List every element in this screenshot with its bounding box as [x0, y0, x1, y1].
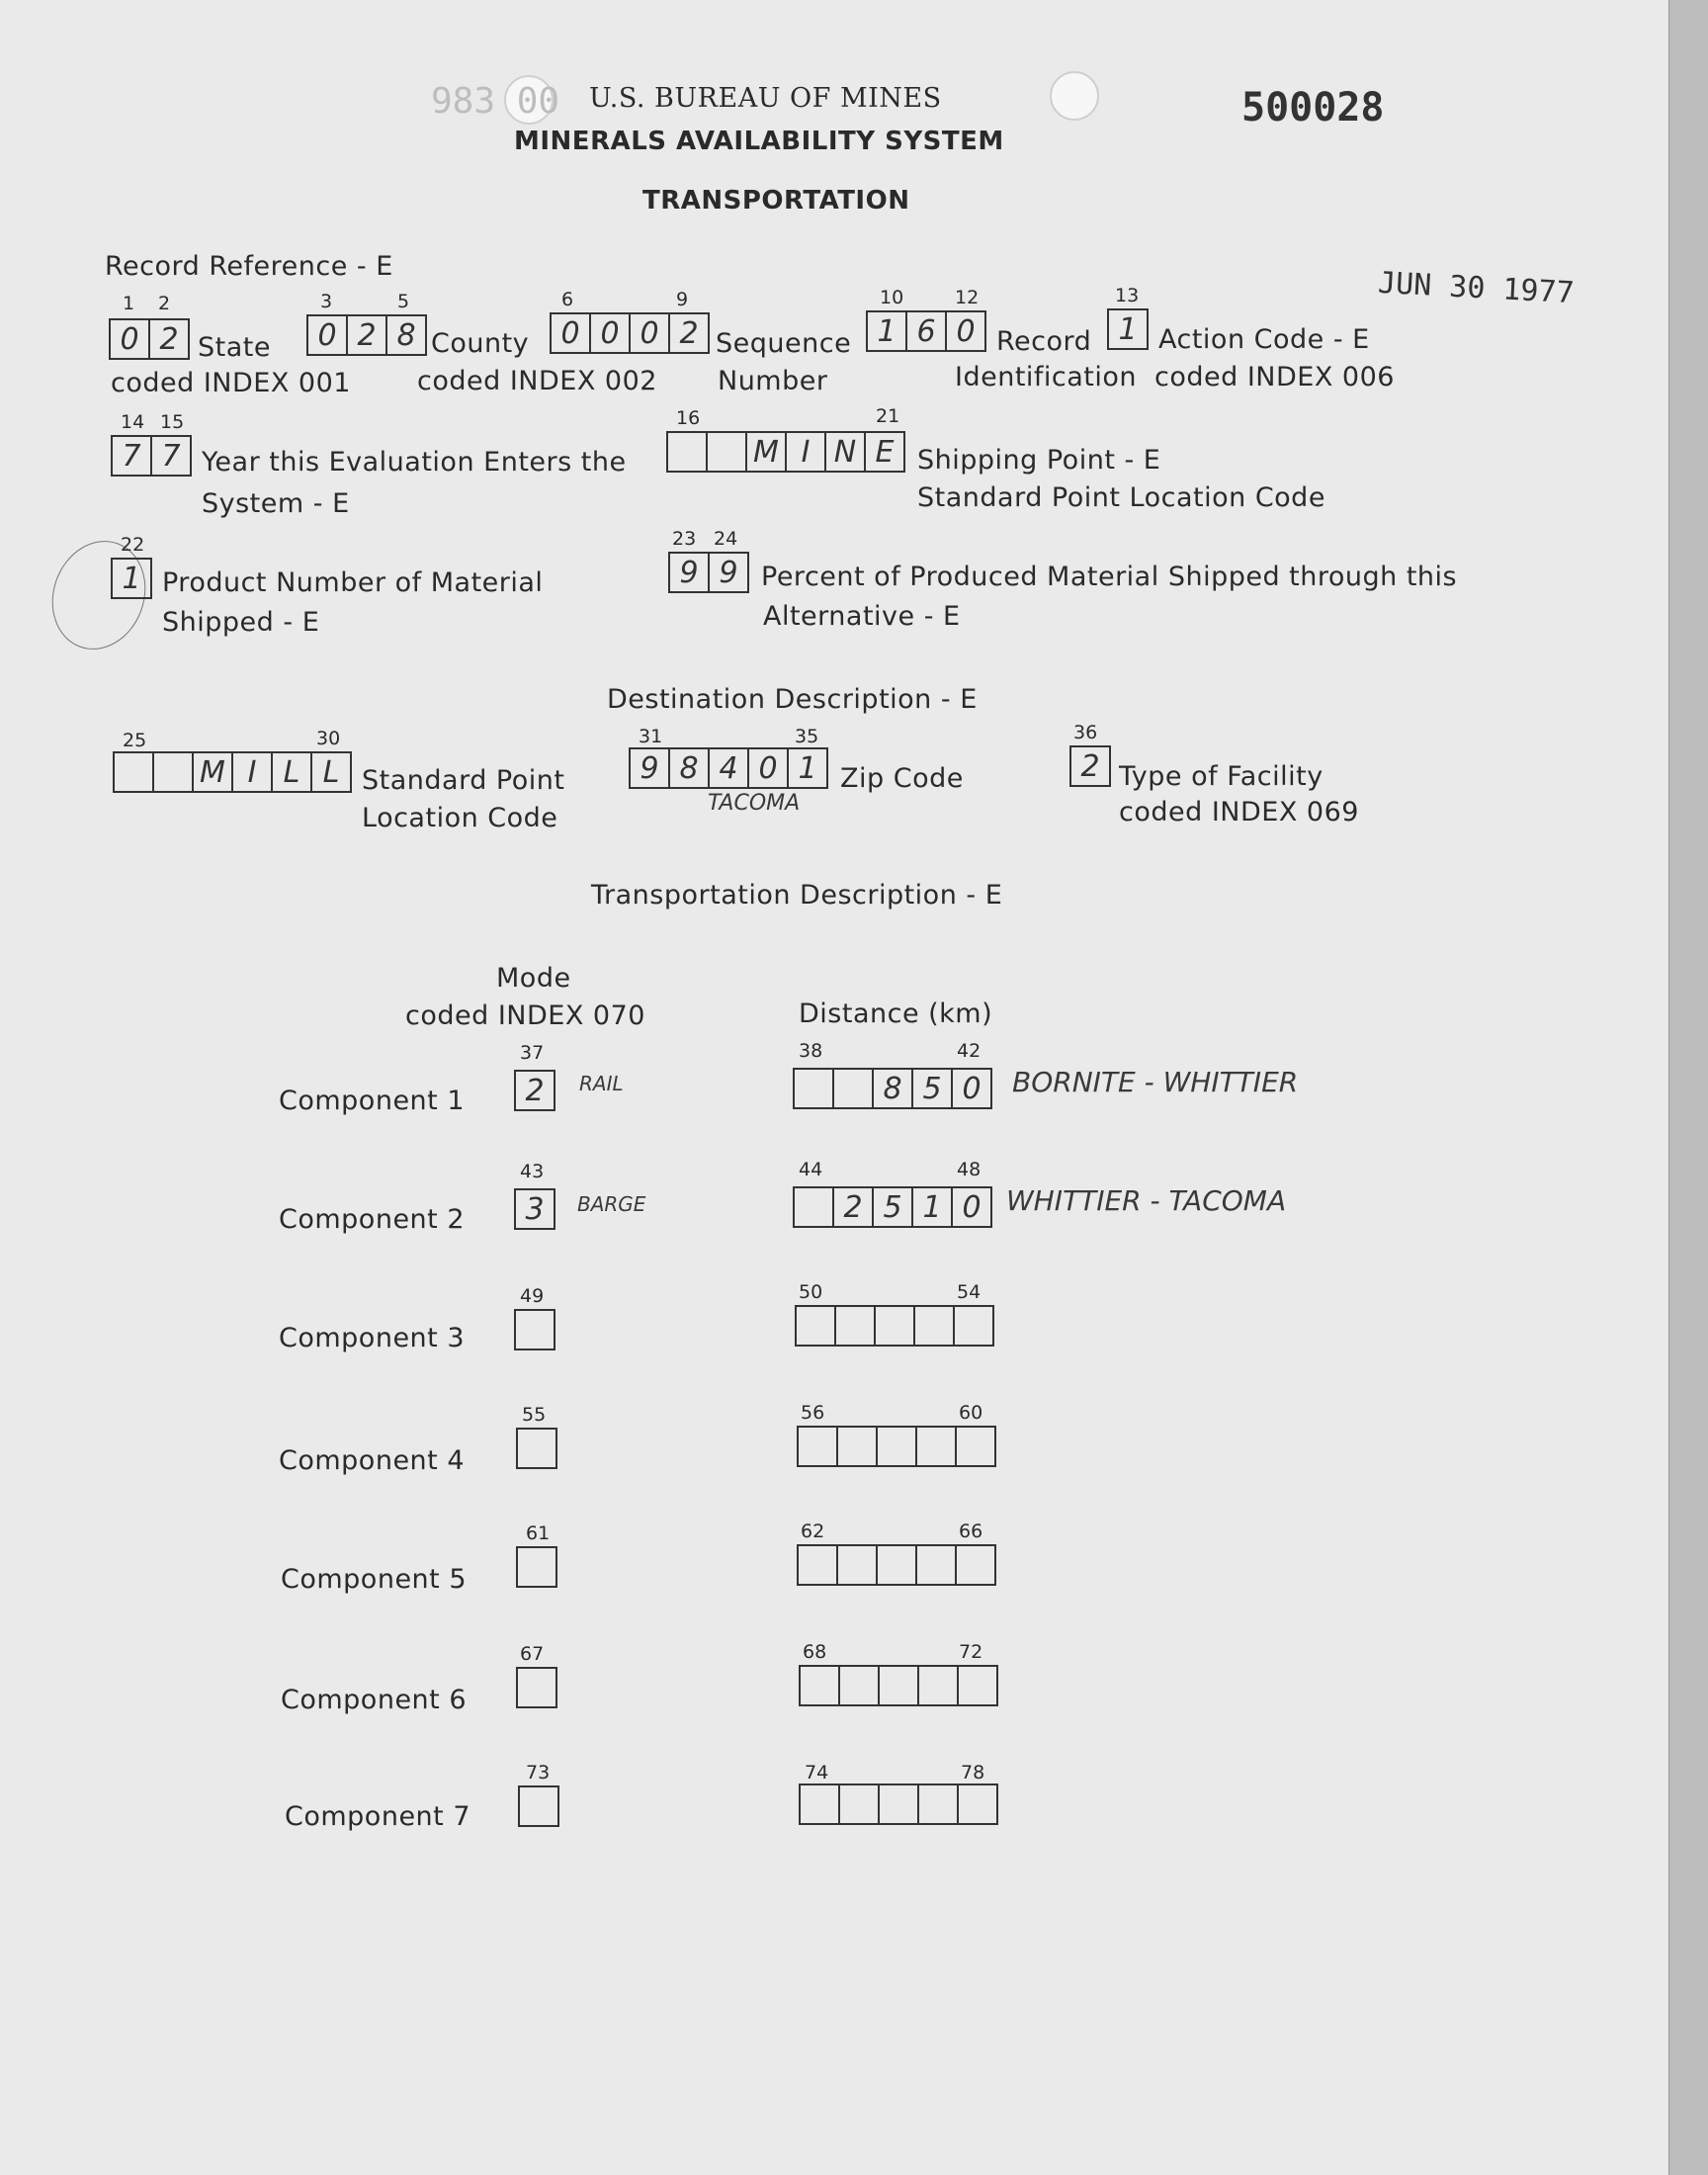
system-title: MINERALS AVAILABILITY SYSTEM	[514, 127, 1004, 156]
record-id-box-1[interactable]: 1	[866, 310, 907, 352]
route-handwritten-note: BORNITE - WHITTIER	[1012, 1066, 1299, 1098]
mode-boxes[interactable]	[516, 1667, 557, 1706]
distance-box-3[interactable]	[876, 1426, 917, 1467]
sequence-box-3[interactable]: 0	[629, 312, 670, 354]
distance-box-3[interactable]	[874, 1305, 915, 1347]
state-box-1[interactable]: 0	[109, 318, 150, 360]
distance-boxes[interactable]	[793, 1186, 992, 1226]
dest-spl-box-2[interactable]	[152, 751, 194, 793]
state-code-boxes[interactable]	[109, 318, 190, 358]
dest-spl-box-3[interactable]: M	[192, 751, 233, 793]
year-box-1[interactable]: 7	[111, 435, 152, 477]
sequence-box-1[interactable]: 0	[550, 312, 591, 354]
distance-col-start: 68	[803, 1641, 827, 1663]
agency-title: U.S. BUREAU OF MINES	[589, 83, 942, 114]
mode-box[interactable]	[518, 1785, 559, 1827]
distance-col-end: 60	[959, 1402, 983, 1424]
county-sublabel: coded INDEX 002	[417, 366, 657, 396]
mode-boxes[interactable]	[514, 1188, 555, 1228]
transportation-section-title: Transportation Description - E	[591, 880, 1003, 911]
distance-col-end: 42	[957, 1040, 982, 1062]
mode-box[interactable]	[516, 1667, 557, 1708]
action-code-label: Action Code - E	[1158, 324, 1370, 355]
col-num-9: 9	[676, 289, 689, 310]
county-box-1[interactable]: 0	[306, 314, 348, 356]
year-box-2[interactable]: 7	[150, 435, 192, 477]
product-number-box[interactable]: 1	[111, 558, 152, 599]
zip-box-3[interactable]: 4	[708, 747, 749, 789]
percent-shipped-boxes[interactable]	[668, 552, 749, 591]
distance-box-2[interactable]: 2	[832, 1186, 874, 1228]
action-code-sublabel: coded INDEX 006	[1154, 362, 1395, 392]
col-num-10: 10	[880, 287, 904, 308]
distance-col-start: 38	[799, 1040, 823, 1062]
distance-box-2[interactable]	[834, 1305, 876, 1347]
dest-spl-box-4[interactable]: I	[231, 751, 273, 793]
mode-col-num: 67	[520, 1643, 545, 1665]
percent-shipped-label: Percent of Produced Material Shipped through this	[761, 562, 1458, 592]
destination-section-title: Destination Description - E	[607, 684, 978, 715]
component-label: Component 5	[281, 1564, 468, 1595]
distance-col-start: 56	[801, 1402, 825, 1424]
record-id-box-3[interactable]: 0	[945, 310, 986, 352]
sequence-sublabel: Number	[718, 366, 828, 396]
col-num-1: 1	[123, 293, 135, 314]
col-num-5: 5	[397, 291, 410, 312]
col-num-23: 23	[672, 528, 697, 550]
facility-type-label: Type of Facility	[1119, 761, 1324, 792]
facility-type-sublabel: coded INDEX 069	[1119, 797, 1359, 827]
dest-spl-box-6[interactable]: L	[310, 751, 352, 793]
county-label: County	[431, 328, 530, 359]
col-num-25: 25	[123, 730, 147, 751]
sequence-box-2[interactable]: 0	[589, 312, 631, 354]
distance-box-3[interactable]: 5	[872, 1186, 913, 1228]
col-num-21: 21	[876, 405, 900, 427]
shipping-point-label: Shipping Point - E	[917, 445, 1161, 476]
record-id-boxes[interactable]	[866, 310, 986, 350]
shipping-point-boxes[interactable]	[666, 431, 905, 471]
mode-col-num: 55	[522, 1404, 547, 1426]
distance-box-4[interactable]	[917, 1784, 959, 1825]
col-num-3: 3	[320, 291, 333, 312]
year-sublabel: System - E	[202, 488, 350, 519]
distance-box-3[interactable]	[878, 1784, 919, 1825]
distance-box-4[interactable]	[913, 1305, 955, 1347]
mode-subheader: coded INDEX 070	[405, 1000, 645, 1031]
mode-box[interactable]: 2	[514, 1070, 555, 1111]
state-label: State	[198, 332, 271, 363]
shipping-point-sublabel: Standard Point Location Code	[917, 482, 1325, 513]
distance-boxes[interactable]	[793, 1068, 992, 1107]
distance-box-5[interactable]	[955, 1426, 996, 1467]
sequence-number-boxes[interactable]	[550, 312, 710, 352]
dest-spl-label: Standard Point	[362, 765, 565, 796]
distance-col-end: 66	[959, 1521, 983, 1542]
zip-box-2[interactable]: 8	[668, 747, 710, 789]
faint-stamp: 983 00	[431, 81, 560, 122]
county-box-2[interactable]: 2	[346, 314, 387, 356]
col-num-2: 2	[158, 293, 171, 314]
mode-col-num: 73	[526, 1762, 551, 1784]
col-num-22: 22	[121, 534, 145, 556]
distance-col-start: 44	[799, 1159, 823, 1180]
col-num-12: 12	[955, 287, 980, 308]
distance-col-end: 48	[957, 1159, 982, 1180]
product-number-boxes[interactable]	[111, 558, 152, 597]
percent-box-1[interactable]: 9	[668, 552, 710, 593]
shipping-box-6[interactable]: E	[864, 431, 905, 473]
component-label: Component 4	[279, 1445, 466, 1476]
record-reference-label: Record Reference - E	[105, 251, 393, 282]
distance-col-start: 50	[799, 1281, 823, 1303]
col-num-31: 31	[639, 726, 663, 747]
route-handwritten-note: WHITTIER - TACOMA	[1006, 1184, 1287, 1217]
shipping-box-1[interactable]	[666, 431, 708, 473]
distance-box-4[interactable]	[915, 1426, 957, 1467]
zip-box-5[interactable]: 1	[787, 747, 828, 789]
distance-box-3[interactable]	[878, 1665, 919, 1706]
distance-box-1[interactable]	[797, 1426, 838, 1467]
col-num-36: 36	[1073, 722, 1098, 743]
distance-box-1[interactable]	[799, 1665, 840, 1706]
form-title: TRANSPORTATION	[642, 186, 910, 216]
distance-box-3[interactable]	[876, 1544, 917, 1586]
distance-col-start: 62	[801, 1521, 825, 1542]
mode-box[interactable]	[514, 1309, 555, 1350]
shipping-box-4[interactable]: I	[785, 431, 826, 473]
col-num-30: 30	[316, 728, 341, 749]
distance-box-5[interactable]	[957, 1665, 998, 1706]
distance-box-5[interactable]	[957, 1784, 998, 1825]
shipping-box-3[interactable]: M	[745, 431, 787, 473]
document-number-stamp: 500028	[1241, 85, 1385, 130]
shipping-box-5[interactable]: N	[824, 431, 866, 473]
zip-code-boxes[interactable]	[629, 747, 828, 787]
action-code-box[interactable]: 1	[1107, 308, 1149, 350]
distance-box-2[interactable]	[838, 1665, 880, 1706]
distance-boxes[interactable]	[797, 1426, 996, 1465]
dest-spl-box-5[interactable]: L	[271, 751, 312, 793]
distance-box-2[interactable]	[838, 1784, 880, 1825]
component-label: Component 7	[285, 1801, 471, 1832]
distance-boxes[interactable]	[795, 1305, 994, 1345]
dest-spl-box-1[interactable]	[113, 751, 154, 793]
col-num-14: 14	[121, 411, 145, 433]
distance-box-5[interactable]	[953, 1305, 994, 1347]
product-number-sublabel: Shipped - E	[162, 607, 320, 638]
distance-box-1[interactable]	[795, 1305, 836, 1347]
mode-boxes[interactable]	[514, 1309, 555, 1348]
component-label: Component 1	[279, 1086, 466, 1116]
record-id-box-2[interactable]: 6	[905, 310, 947, 352]
mode-boxes[interactable]	[516, 1546, 557, 1586]
record-id-sublabel: Identification	[955, 362, 1138, 392]
col-num-6: 6	[561, 289, 574, 310]
distance-box-2[interactable]	[832, 1068, 874, 1109]
facility-type-box[interactable]: 2	[1069, 745, 1111, 787]
mode-box[interactable]	[516, 1428, 557, 1469]
col-num-13: 13	[1115, 285, 1140, 306]
mode-box[interactable]	[516, 1546, 557, 1588]
distance-col-end: 78	[961, 1762, 985, 1784]
mode-boxes[interactable]	[514, 1070, 555, 1109]
year-label: Year this Evaluation Enters the	[202, 447, 627, 478]
mode-col-num: 43	[520, 1161, 545, 1182]
sequence-box-4[interactable]: 2	[668, 312, 710, 354]
state-sublabel: coded INDEX 001	[111, 368, 351, 398]
zip-code-label: Zip Code	[840, 763, 964, 794]
mode-handwritten-note: RAIL	[579, 1072, 624, 1095]
distance-col-end: 72	[959, 1641, 983, 1663]
percent-box-2[interactable]: 9	[708, 552, 749, 593]
distance-box-1[interactable]	[793, 1186, 834, 1228]
distance-boxes[interactable]	[799, 1665, 998, 1704]
action-code-boxes[interactable]	[1107, 308, 1149, 348]
col-num-24: 24	[714, 528, 738, 550]
distance-box-5[interactable]	[955, 1544, 996, 1586]
mode-boxes[interactable]	[516, 1428, 557, 1467]
dest-spl-sublabel: Location Code	[362, 803, 558, 833]
mode-box[interactable]: 3	[514, 1188, 555, 1230]
zip-box-4[interactable]: 0	[747, 747, 789, 789]
county-code-boxes[interactable]	[306, 314, 427, 354]
date-stamp: JUN 30 1977	[1377, 265, 1576, 311]
distance-col-end: 54	[957, 1281, 982, 1303]
distance-boxes[interactable]	[797, 1544, 996, 1584]
component-label: Component 6	[281, 1685, 468, 1715]
distance-box-4[interactable]	[915, 1544, 957, 1586]
mode-boxes[interactable]	[518, 1785, 559, 1825]
mode-col-num: 61	[526, 1522, 551, 1544]
distance-box-1[interactable]	[799, 1784, 840, 1825]
zip-handwritten-note: TACOMA	[708, 791, 801, 816]
distance-box-4[interactable]: 5	[911, 1068, 953, 1109]
distance-header: Distance (km)	[799, 999, 993, 1029]
punch-hole-right	[1050, 71, 1099, 121]
zip-box-1[interactable]: 9	[629, 747, 670, 789]
component-label: Component 2	[279, 1204, 466, 1235]
distance-box-1[interactable]	[793, 1068, 834, 1109]
distance-box-2[interactable]	[836, 1544, 878, 1586]
distance-boxes[interactable]	[799, 1784, 998, 1823]
distance-box-4[interactable]	[917, 1665, 959, 1706]
col-num-15: 15	[160, 411, 185, 433]
destination-spl-boxes[interactable]	[113, 751, 352, 791]
mode-col-num: 49	[520, 1285, 545, 1307]
distance-box-5[interactable]: 0	[951, 1068, 992, 1109]
distance-col-start: 74	[805, 1762, 829, 1784]
product-number-label: Product Number of Material	[162, 567, 544, 598]
year-boxes[interactable]	[111, 435, 192, 475]
mode-col-num: 37	[520, 1042, 545, 1064]
distance-box-1[interactable]	[797, 1544, 838, 1586]
facility-type-boxes[interactable]	[1069, 745, 1111, 785]
state-box-2[interactable]: 2	[148, 318, 190, 360]
percent-shipped-sublabel: Alternative - E	[763, 601, 961, 632]
component-label: Component 3	[279, 1323, 466, 1353]
col-num-35: 35	[795, 726, 819, 747]
distance-box-4[interactable]: 1	[911, 1186, 953, 1228]
mode-handwritten-note: BARGE	[577, 1192, 646, 1216]
distance-box-5[interactable]: 0	[951, 1186, 992, 1228]
distance-box-3[interactable]: 8	[872, 1068, 913, 1109]
record-id-label: Record	[996, 326, 1092, 357]
shipping-box-2[interactable]	[706, 431, 747, 473]
county-box-3[interactable]: 8	[385, 314, 427, 356]
col-num-16: 16	[676, 407, 701, 429]
mode-header: Mode	[496, 963, 571, 994]
distance-box-2[interactable]	[836, 1426, 878, 1467]
sequence-label: Sequence	[716, 328, 852, 359]
